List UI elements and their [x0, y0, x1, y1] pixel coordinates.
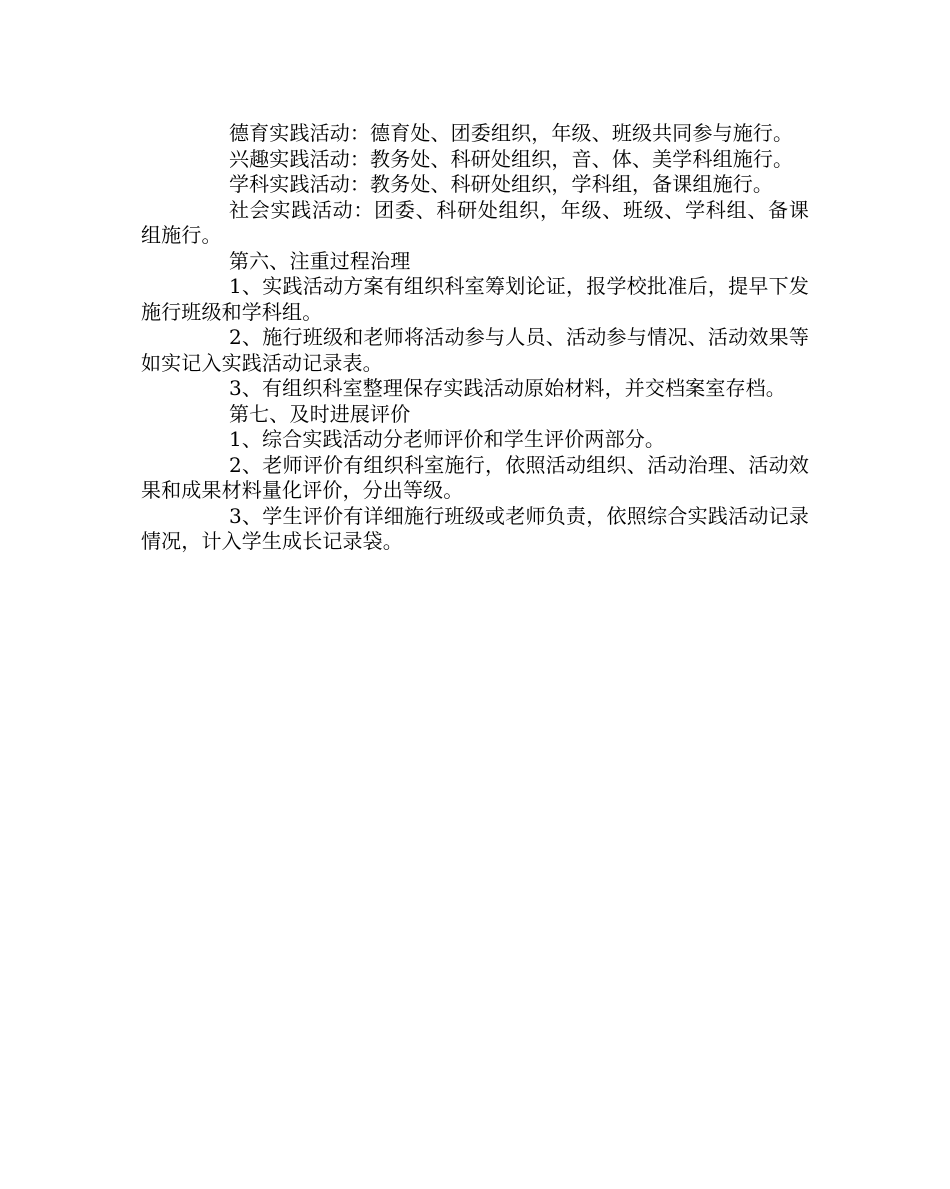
paragraph-moral-practice: 德育实践活动：德育处、团委组织，年级、班级共同参与施行。: [229, 121, 794, 145]
paragraph-process-item-1: 1、实践活动方案有组织科室筹划论证，报学校批准后，提早下发施行班级和学科组。: [141, 274, 809, 324]
paragraph-interest-practice: 兴趣实践活动：教务处、科研处组织，音、体、美学科组施行。: [229, 146, 794, 171]
paragraph-social-practice: 社会实践活动：团委、科研处组织，年级、班级、学科组、备课组施行。: [141, 197, 809, 247]
paragraph-subject-practice: 学科实践活动：教务处、科研处组织，学科组，备课组施行。: [229, 172, 774, 196]
paragraph-evaluation-item-3: 3、学生评价有详细施行班级或老师负责，依照综合实践活动记录情况，计入学生成长记录袋。: [141, 503, 809, 553]
paragraph-process-item-3: 3、有组织科室整理保存实践活动原始材料，并交档案室存档。: [229, 376, 786, 400]
section-heading-process: 第六、注重过程治理: [229, 248, 411, 273]
section-heading-evaluation: 第七、及时进展评价: [229, 401, 411, 426]
paragraph-process-item-2: 2、施行班级和老师将活动参与人员、活动参与情况、活动效果等如实记入实践活动记录表。: [141, 325, 809, 375]
paragraph-evaluation-item-2: 2、老师评价有组织科室施行，依照活动组织、活动治理、活动效果和成果材料量化评价，分出等级。: [141, 452, 809, 502]
document-body: [141, 121, 809, 555]
paragraph-evaluation-item-1: 1、综合实践活动分老师评价和学生评价两部分。: [229, 427, 666, 451]
